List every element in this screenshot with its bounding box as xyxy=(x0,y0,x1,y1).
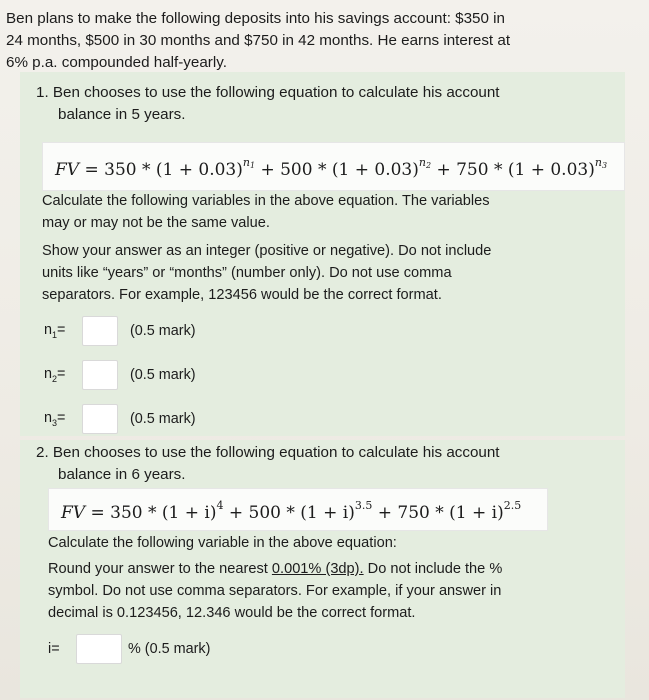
n3-mark: (0.5 mark) xyxy=(130,411,196,427)
n1-input[interactable] xyxy=(82,316,118,346)
n3-label: $n_3=$ xyxy=(44,410,66,428)
q1-instr1-line-2: may or may not be the same value. xyxy=(42,215,270,231)
eq2-term-3: + 750 * (1 + i) xyxy=(377,503,504,523)
question-2-heading xyxy=(36,442,596,486)
question-1-equation xyxy=(42,142,625,191)
q1-instr2-line-1: Show your answer as an integer (positive or negative). Do not include xyxy=(42,243,492,259)
q2-instructions-2 xyxy=(48,558,502,624)
q1-instr2-line-3: separators. For example, 123456 would be the correct format. xyxy=(42,287,442,303)
q1-instructions-1 xyxy=(42,190,490,234)
eq2-exp-3: 2.5 xyxy=(503,499,522,512)
eq1-exp-1: n1 xyxy=(242,156,256,170)
question-2-equation xyxy=(48,488,548,531)
eq2-term-2: + 500 * (1 + i) xyxy=(228,503,355,523)
intro-line-2: 24 months, $500 in 30 months and $750 in 42 months. He earns interest at xyxy=(6,32,511,49)
q1-instructions-2 xyxy=(42,240,491,306)
answer-row-n1 xyxy=(44,316,196,346)
eq1-term-3: + 750 * (1 + 0.03) xyxy=(436,160,595,180)
n2-mark: (0.5 mark) xyxy=(130,367,196,383)
q2-instr2-line-2: symbol. Do not use comma separators. For example, if your answer in xyxy=(48,583,502,599)
i-input[interactable] xyxy=(76,634,122,664)
question-1-panel xyxy=(20,72,625,436)
intro-line-3: 6% p.a. compounded half-yearly. xyxy=(6,54,227,71)
question-2-panel xyxy=(20,440,625,698)
q2-instr2-line-1: Round your answer to the nearest 0.001% (3dp). Do not include the % xyxy=(48,561,503,577)
answer-row-i xyxy=(48,634,210,664)
eq2-exp-1: 4 xyxy=(216,499,224,512)
intro-line-1: Ben plans to make the following deposits into his savings account: $350 in xyxy=(6,10,505,27)
q2-heading-line-1: 2. Ben chooses to use the following equation to calculate his account xyxy=(36,444,500,461)
question-1-heading xyxy=(36,82,596,126)
eq1-exp-2: n2 xyxy=(418,156,432,170)
n3-input[interactable] xyxy=(82,404,118,434)
answer-row-n2 xyxy=(44,360,196,390)
n2-input[interactable] xyxy=(82,360,118,390)
eq1-term-1: = 350 * (1 + 0.03) xyxy=(84,160,243,180)
q2-instructions-1: Calculate the following variable in the above equation: xyxy=(48,535,397,551)
n1-label: $n_1=$ xyxy=(44,322,66,340)
problem-intro xyxy=(6,8,636,74)
eq1-lhs: FV xyxy=(55,160,80,180)
q2-heading-line-2: balance in 6 years. xyxy=(58,466,186,483)
q2-instr2-line-3: decimal is 0.123456, 12.346 would be the correct format. xyxy=(48,605,416,621)
q1-instr2-line-2: units like “years” or “months” (number only). Do not use comma xyxy=(42,265,452,281)
n1-mark: (0.5 mark) xyxy=(130,323,196,339)
answer-row-n3 xyxy=(44,404,196,434)
i-mark: % (0.5 mark) xyxy=(128,641,211,657)
q1-heading-line-2: balance in 5 years. xyxy=(58,106,186,123)
n2-label: $n_2=$ xyxy=(44,366,66,384)
eq2-exp-2: 3.5 xyxy=(354,499,373,512)
q1-instr1-line-1: Calculate the following variables in the above equation. The variables xyxy=(42,193,490,209)
rounding-precision-link[interactable]: 0.001% (3dp). xyxy=(271,561,364,577)
eq2-term-1: = 350 * (1 + i) xyxy=(90,503,217,523)
i-label: i= xyxy=(48,641,60,657)
eq2-lhs: FV xyxy=(61,503,86,523)
eq1-exp-3: n3 xyxy=(594,156,608,170)
eq1-term-2: + 500 * (1 + 0.03) xyxy=(260,160,419,180)
q1-heading-line-1: 1. Ben chooses to use the following equation to calculate his account xyxy=(36,84,500,101)
